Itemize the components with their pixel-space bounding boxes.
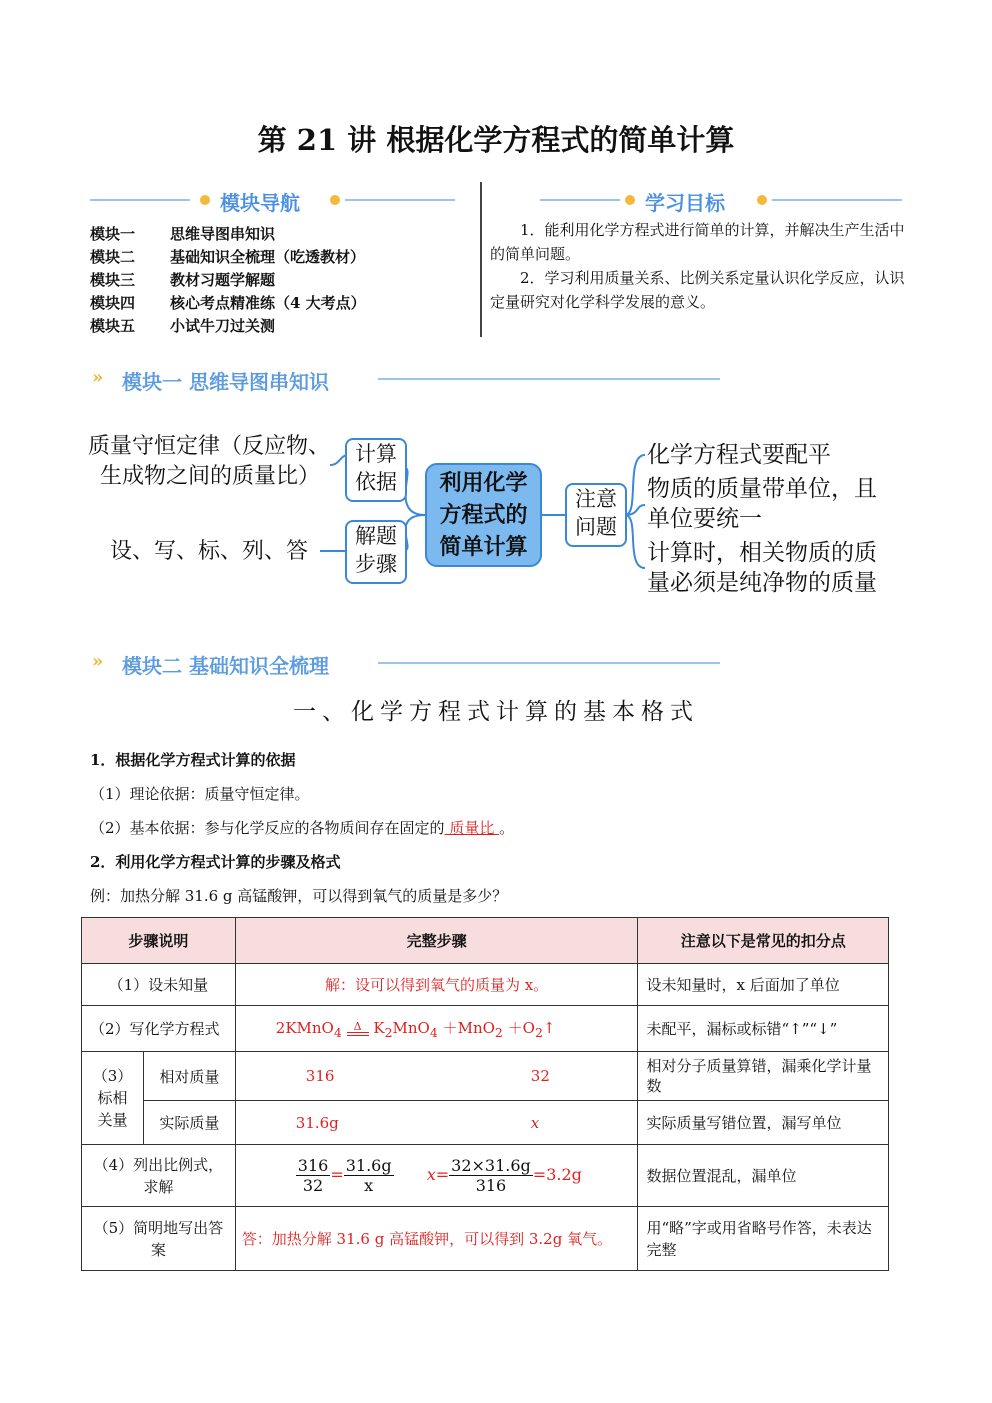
table-row: （2）写化学方程式 2KMnO$_4$ Δ $K_2MnO_4 +MnO_2$ $+O_2↑$ 未配平，漏标或标错“↑”“↓” xyxy=(82,1006,889,1052)
table-row: （5）简明地写出答案 答：加热分解 31.6 g 高锰酸钾，可以得到 3.2g 氧气。 用“略”字或用省略号作答，未表达完整 xyxy=(82,1207,889,1271)
module1-arrow-icon: » xyxy=(92,367,104,388)
nav-header-line-left xyxy=(90,199,190,201)
steps-table xyxy=(81,917,889,1271)
fill-blank-answer: 质量比 xyxy=(444,819,500,837)
mindmap-box-basis: 计算 依据 xyxy=(345,438,407,502)
goals-header-line-right xyxy=(772,199,902,201)
heading-steps: 2．利用化学方程式计算的步骤及格式 xyxy=(90,853,341,871)
table-row: 实际质量 31.6g x 实际质量写错位置，漏写单位 xyxy=(82,1101,889,1145)
nav-item[interactable]: 模块五 小试牛刀过关测 xyxy=(90,317,276,335)
mindmap-note-1: 化学方程式要配平 xyxy=(647,442,831,468)
module1-header-line xyxy=(378,378,720,380)
nav-header-line-right xyxy=(345,199,455,201)
goals-header: 学习目标 xyxy=(645,191,725,215)
nav-item[interactable]: 模块二 基础知识全梳理（吃透教材） xyxy=(90,248,366,266)
nav-item[interactable]: 模块一 思维导图串知识 xyxy=(90,225,276,243)
table-row: （4）列出比例式，求解 $\frac{316}{32}$ = $\frac{31.6g}{x}$ x= $\frac{32\times 31.6g}{316}$ =3.2g 数据位置混乱，漏单位 xyxy=(82,1145,889,1207)
para-basic: （2）基本依据：参与化学反应的各物质间存在固定的 质量比 。 xyxy=(90,819,515,837)
section-title: 一、化学方程式计算的基本格式 xyxy=(293,699,699,725)
table-header: 注意以下是常见的扣分点 xyxy=(638,918,889,964)
mindmap-box-steps: 解题 步骤 xyxy=(345,520,407,584)
nav-header: 模块导航 xyxy=(220,191,300,215)
nav-header-dot-left xyxy=(200,195,210,205)
mindmap-box-notes: 注意 问题 xyxy=(565,483,627,547)
mindmap-leaf-basis: 质量守恒定律（反应物、 生成物之间的质量比） xyxy=(88,434,331,489)
proportion-formula: $\frac{316}{32}$ = $\frac{31.6g}{x}$ x= $\frac{32\times 31.6g}{316}$ =3.2g xyxy=(235,1145,638,1207)
nav-list xyxy=(90,223,366,338)
nav-item[interactable]: 模块四 核心考点精准练（4 大考点） xyxy=(90,294,366,312)
para-theory: （1）理论依据：质量守恒定律。 xyxy=(90,785,310,803)
vertical-divider xyxy=(480,182,482,337)
module2-arrow-icon: » xyxy=(92,651,104,672)
goals-header-dot-left xyxy=(625,195,635,205)
module2-header: 模块二 基础知识全梳理 xyxy=(122,654,329,678)
table-row: （3）标相关量 相对质量 316 32 相对分子质量算错，漏乘化学计量数 xyxy=(82,1052,889,1101)
mindmap-note-3: 计算时，相关物质的质 量必须是纯净物的质量 xyxy=(647,540,877,596)
goals-header-dot-right xyxy=(757,195,767,205)
module2-header-line xyxy=(378,662,720,664)
mindmap-center: 利用化学 方程式的 简单计算 xyxy=(425,463,542,567)
page-title: 第 21 讲 根据化学方程式的简单计算 xyxy=(257,123,735,157)
chemical-equation: 2KMnO$_4$ Δ $K_2MnO_4 +MnO_2$ $+O_2↑$ xyxy=(235,1006,638,1052)
nav-header-dot-right xyxy=(330,195,340,205)
goals-header-line-left xyxy=(540,199,620,201)
table-header: 步骤说明 xyxy=(82,918,236,964)
goal-item: 1．能利用化学方程式进行简单的计算，并解决生产生活中的简单问题。 xyxy=(490,221,905,263)
example-question: 例：加热分解 31.6 g 高锰酸钾，可以得到氧气的质量是多少？ xyxy=(90,887,508,905)
mindmap-leaf-steps: 设、写、标、列、答 xyxy=(110,539,309,564)
mindmap-note-2: 物质的质量带单位，且 单位要统一 xyxy=(647,476,877,532)
nav-item[interactable]: 模块三 教材习题学解题 xyxy=(90,271,276,289)
table-header: 完整步骤 xyxy=(235,918,638,964)
goals-list xyxy=(490,218,905,314)
heading-basis: 1．根据化学方程式计算的依据 xyxy=(90,751,296,769)
goal-item: 2．学习利用质量关系、比例关系定量认识化学反应，认识定量研究对化学科学发展的意义。 xyxy=(490,269,905,311)
module1-header: 模块一 思维导图串知识 xyxy=(122,370,329,394)
table-header-row xyxy=(82,918,889,964)
table-row: （1）设未知量 解：设可以得到氧气的质量为 x。 设未知量时，x 后面加了单位 xyxy=(82,964,889,1006)
